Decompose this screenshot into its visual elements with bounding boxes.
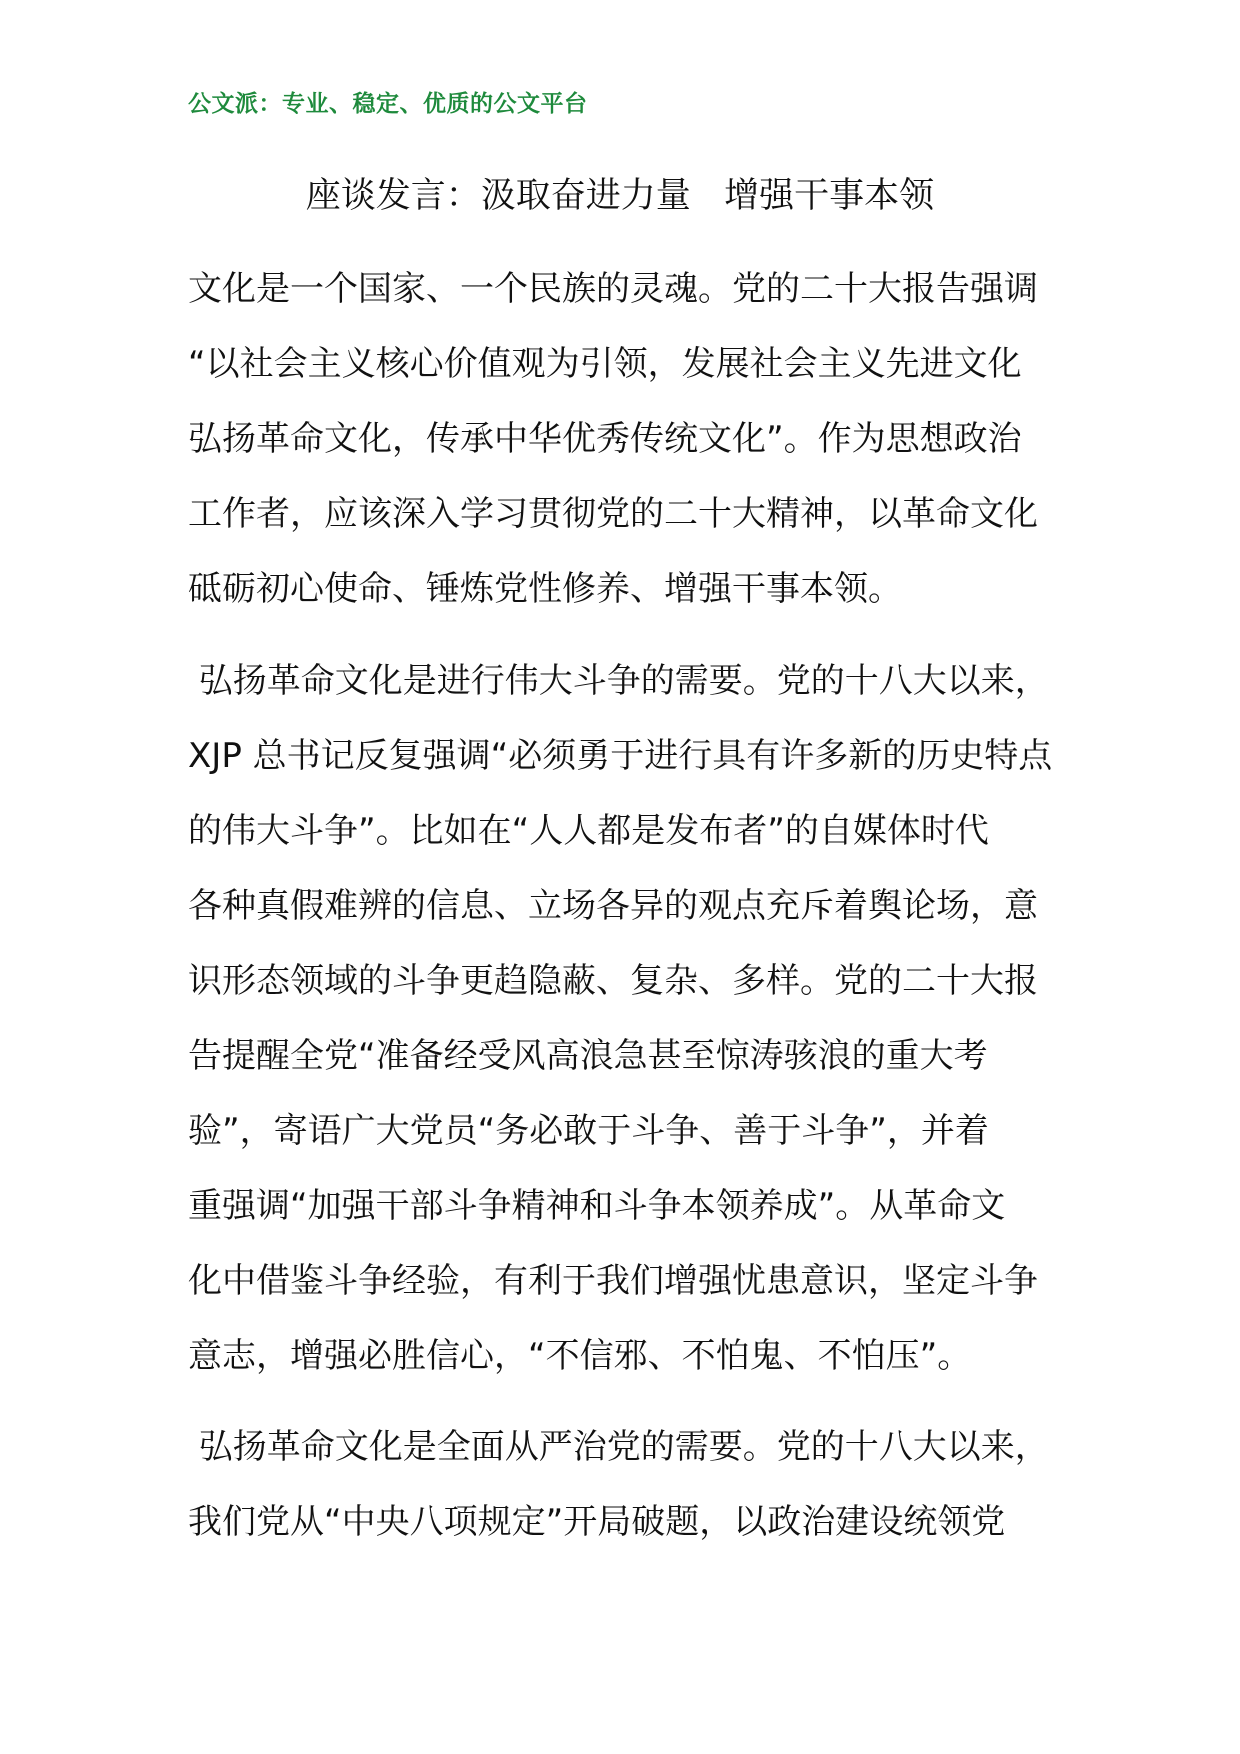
paragraph-line: 各种真假难辨的信息、立场各异的观点充斥着舆论场，意 xyxy=(188,886,1038,926)
paragraph-line: 告提醒全党“准备经受风高浪急甚至惊涛骇浪的重大考 xyxy=(188,1036,988,1076)
paragraph-line: 砥砺初心使命、锤炼党性修养、增强干事本领。 xyxy=(188,569,902,609)
paragraph-line: 弘扬革命文化是进行伟大斗争的需要。党的十八大以来， xyxy=(188,661,1049,701)
paragraph-line: 弘扬革命文化是全面从严治党的需要。党的十八大以来， xyxy=(188,1427,1049,1467)
paragraph-line: 识形态领域的斗争更趋隐蔽、复杂、多样。党的二十大报 xyxy=(188,961,1038,1001)
paragraph-line: 意志，增强必胜信心，“不信邪、不怕鬼、不怕压”。 xyxy=(188,1336,972,1376)
paragraph-line: “以社会主义核心价值观为引领，发展社会主义先进文化 xyxy=(188,344,1022,384)
paragraph-line: 弘扬革命文化，传承中华优秀传统文化”。作为思想政治 xyxy=(188,419,1022,459)
paragraph-line: 的伟大斗争”。比如在“人人都是发布者”的自媒体时代 xyxy=(188,811,989,851)
paragraph-2 xyxy=(188,644,1068,1394)
paragraph-3 xyxy=(188,1410,1068,1560)
paragraph-line: 工作者，应该深入学习贯彻党的二十大精神，以革命文化 xyxy=(188,494,1038,534)
paragraph-1 xyxy=(188,252,1068,627)
paragraph-line: 化中借鉴斗争经验，有利于我们增强忧患意识，坚定斗争 xyxy=(188,1261,1038,1301)
paragraph-line: 验”，寄语广大党员“务必敢于斗争、善于斗争”，并着 xyxy=(188,1111,989,1151)
paragraph-line: 文化是一个国家、一个民族的灵魂。党的二十大报告强调 xyxy=(188,269,1038,309)
paragraph-line: XJP 总书记反复强调“必须勇于进行具有许多新的历史特点 xyxy=(188,736,1053,776)
paragraph-line: 我们党从“中央八项规定”开局破题，以政治建设统领党 xyxy=(188,1502,1006,1542)
paragraph-line: 重强调“加强干部斗争精神和斗争本领养成”。从革命文 xyxy=(188,1186,1006,1226)
brand-header: 公文派：专业、稳定、优质的公文平台 xyxy=(188,91,588,117)
document-title: 座谈发言：汲取奋进力量 增强干事本领 xyxy=(305,176,935,216)
